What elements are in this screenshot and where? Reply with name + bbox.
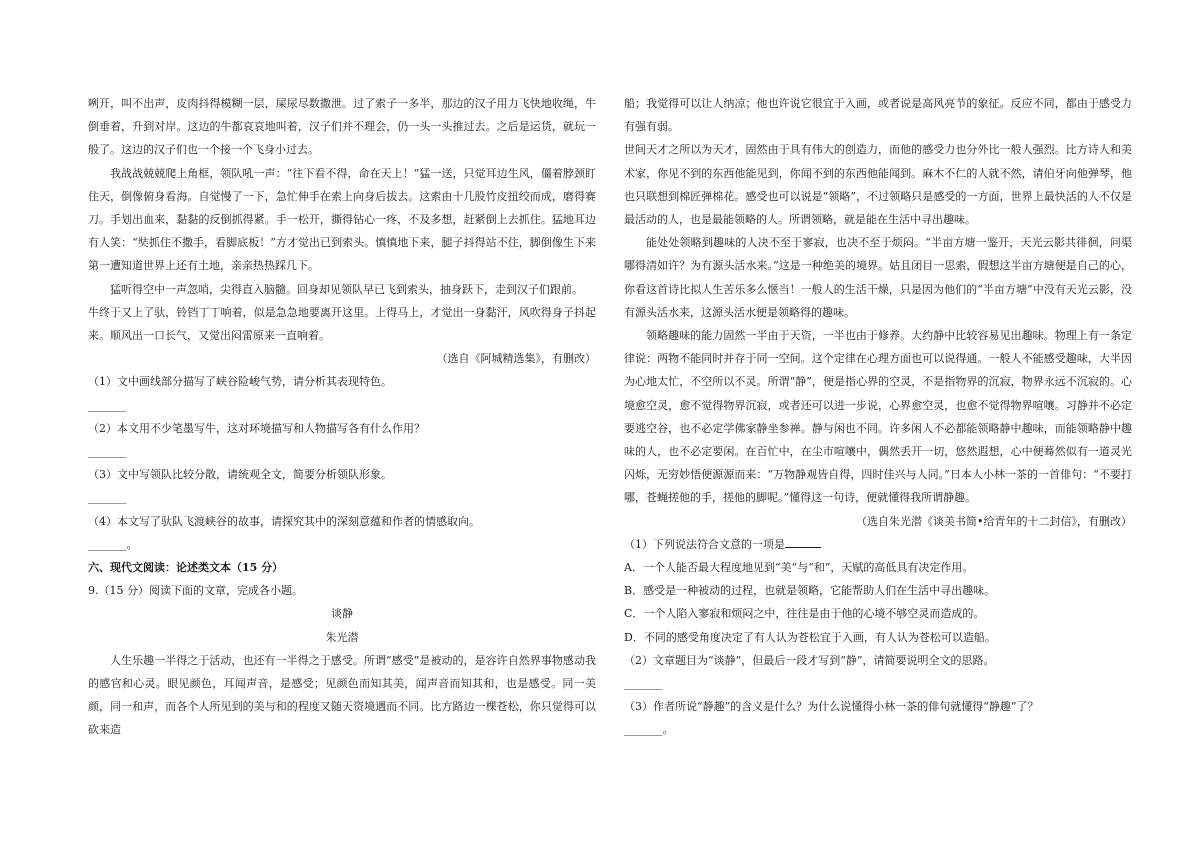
- paragraph: 人生乐趣一半得之于活动，也还有一半得之于感受。所谓“感受”是被动的，是容许自然界事物感动我的感官和心灵。眼见颜色，耳闻声音，是感受；见颜色而知其美，闻声音而知其和，也是感受。同一美颜，同一和声，而各个人所见到的美与和的程度又随天资境遇而不同。比方路边一棵苍松，你只觉得可以砍来造: [88, 653, 596, 737]
- paragraph: 世间天才之所以为天才，固然由于具有伟大的创造力，而他的感受力也分外比一般人强烈。比方诗人和美术家，你见不到的东西他能见到，你闻不到的东西他能闻到。麻木不仁的人就不然，请伯牙向他弹琴，他也只联想到棉匠弹棉花。感受也可以说是“领略”，不过领略只是感受的一方面，世界上最快活的人不仅是最活动的人，也是最能领略的人。所谓领略，就是能在生活中寻出趣味。: [624, 143, 1132, 227]
- paragraph: 咧开，叫不出声，皮肉抖得模糊一层，屎尿尽数撒泄。过了索子一多半，那边的汉子用力飞快地收绳，牛倒垂着，升到对岸。这边的牛都哀哀地叫着，汉子们并不理会，仍一头一头推过去。之后是运货，就玩一般了。这边的汉子们也一个接一个飞身小过去。: [88, 97, 596, 157]
- right-column: [624, 92, 1132, 742]
- paragraph: 领略趣味的能力固然一半由于天资，一半也由于修养。大约静中比较容易见出趣味。物理上有一条定律说：两物不能同时并存于同一空间。这个定律在心理方面也可以说得通。一般人不能感受趣味，大半因为心地太忙，不空所以不灵。所谓“静”，便是指心界的空灵，不是指物界的沉寂，物界永远不沉寂的。心境愈空灵，愈不觉得物界沉寂，或者还可以进一步说，心界愈空灵，也愈不觉得物界喧嚷。习静并不必定要逃空谷，也不必定学佛家静坐参禅。静与闲也不同。许多闲人不必都能领略静中趣味，而能领略静中趣味的人，也不必定要闲。在百忙中，在尘市喧嚷中，偶然丢开一切，悠然遐想，心中便蓦然似有一道灵光闪烁，无穷妙悟便源源而来：“万物静观皆自得，四时佳兴与人同。”日本人小林一茶的一首俳句：“不要打哪，苍蝇搓他的手，搓他的脚呢。”懂得这一句诗，便就懂得我所谓静趣。: [624, 329, 1132, 505]
- answer-blank[interactable]: _______: [624, 677, 663, 691]
- question-1: [624, 533, 1132, 556]
- source-note: （选自《阿城精选集》，有删改）: [436, 352, 596, 366]
- answer-blank[interactable]: _______: [88, 398, 127, 412]
- option-d: D．不同的感受角度决定了有人认为苍松宜于入画，有人认为苍松可以造船。: [624, 630, 996, 644]
- question-1-text: （1）下列说法符合文意的一项是: [624, 537, 785, 551]
- option-a: A．一个人能否最大程度地见到“美”与“和”，天赋的高低具有决定作用。: [624, 561, 974, 575]
- question-4: （4）本文写了驮队飞渡峡谷的故事，请探究其中的深刻意蕴和作者的情感取向。: [88, 514, 480, 528]
- answer-blank[interactable]: _______: [88, 445, 127, 459]
- answer-blank[interactable]: _______: [88, 491, 127, 505]
- option-c: C．一个人陷入寥寂和烦闷之中，往往是由于他的心境不够空灵而造成的。: [624, 607, 985, 621]
- question-2: （2）本文用不少笔墨写牛，这对环境描写和人物描写各有什么作用？: [88, 421, 425, 435]
- question-1: （1）文中画线部分描写了峡谷险峻气势，请分析其表现特色。: [88, 375, 392, 389]
- source-note: （选自朱光潜《谈美书简•给青年的十二封信》，有删改）: [856, 514, 1132, 528]
- paragraph: 牛终于又上了驮，铃铛丁丁响着，似是急急地要离开这里。上得马上，才觉出一身黏汗，风吹得身子抖起来。顺风出一口长气，又觉出闷雷原来一直响着。: [88, 305, 596, 343]
- paragraph: 船；我觉得可以让人纳凉；他也许说它很宜于入画，或者说是高风亮节的象征。反应不同，都由于感受力有强有弱。: [624, 97, 1132, 134]
- question-3: （3）文中写领队比较分散，请统观全文，简要分析领队形象。: [88, 468, 392, 482]
- paragraph: 能处处领略到趣味的人决不至于寥寂，也决不至于烦闷。“半亩方塘一鉴开，天光云影共徘徊，问渠哪得清如许？为有源头活水来。”这是一种绝美的境界。姑且闭目一思索，假想这半亩方塘便是自己的心，你看这首诗比拟人生苦乐多么惬当！一般人的生活干燥，只是因为他们的“半亩方塘”中没有天光云影，没有源头活水来，这源头活水便是领略得的趣味。: [624, 236, 1132, 319]
- section-heading: 六、现代文阅读：论述类文本（15 分）: [88, 561, 284, 575]
- left-column: [88, 92, 596, 742]
- answer-blank[interactable]: [785, 547, 821, 548]
- answer-blank[interactable]: _______。: [624, 723, 674, 737]
- paragraph: 猛听得空中一声忽哨，尖得直入脑髓。回身却见领队早已飞到索头，抽身跃下，走到汉子们跟前。: [110, 282, 583, 296]
- paragraph: 我战战兢兢爬上角框，领队吼一声：“往下看不得，命在天上！”猛一送，只觉耳边生风，僵着脖颈盯住天，倒像俯身看海。自觉慢了一下，急忙伸手在索上向身后拔去。这索由十几股竹皮扭绞而成，磨得赛刀。手划出血来，黏黏的反倒抓得紧。手一松开，撕得钻心一疼，不及多想，赶紧倒上去抓住。猛地耳边有人笑：“奘抓住不撒手，看脚底板！”方才觉出已到索头。慎慎地下来，腿子抖得站不住，脚倒像生下来第一遭知道世界上还有土地，亲亲热热踩几下。: [88, 166, 596, 273]
- question-3: （3）作者所说“静趣”的含义是什么？为什么说懂得小林一茶的俳句就懂得“静趣”了？: [624, 700, 1039, 714]
- article-author: 朱光潜: [325, 630, 359, 644]
- question-2: （2）文章题目为“谈静”，但最后一段才写到“静”，请简要说明全文的思路。: [624, 653, 995, 667]
- article-title: 谈静: [331, 607, 353, 621]
- question-9: 9.（15 分）阅读下面的文章，完成各小题。: [88, 584, 303, 598]
- option-b: B．感受是一种被动的过程，也就是领略，它能帮助人们在生活中寻出趣味。: [624, 584, 996, 598]
- answer-blank[interactable]: _______。: [88, 537, 138, 551]
